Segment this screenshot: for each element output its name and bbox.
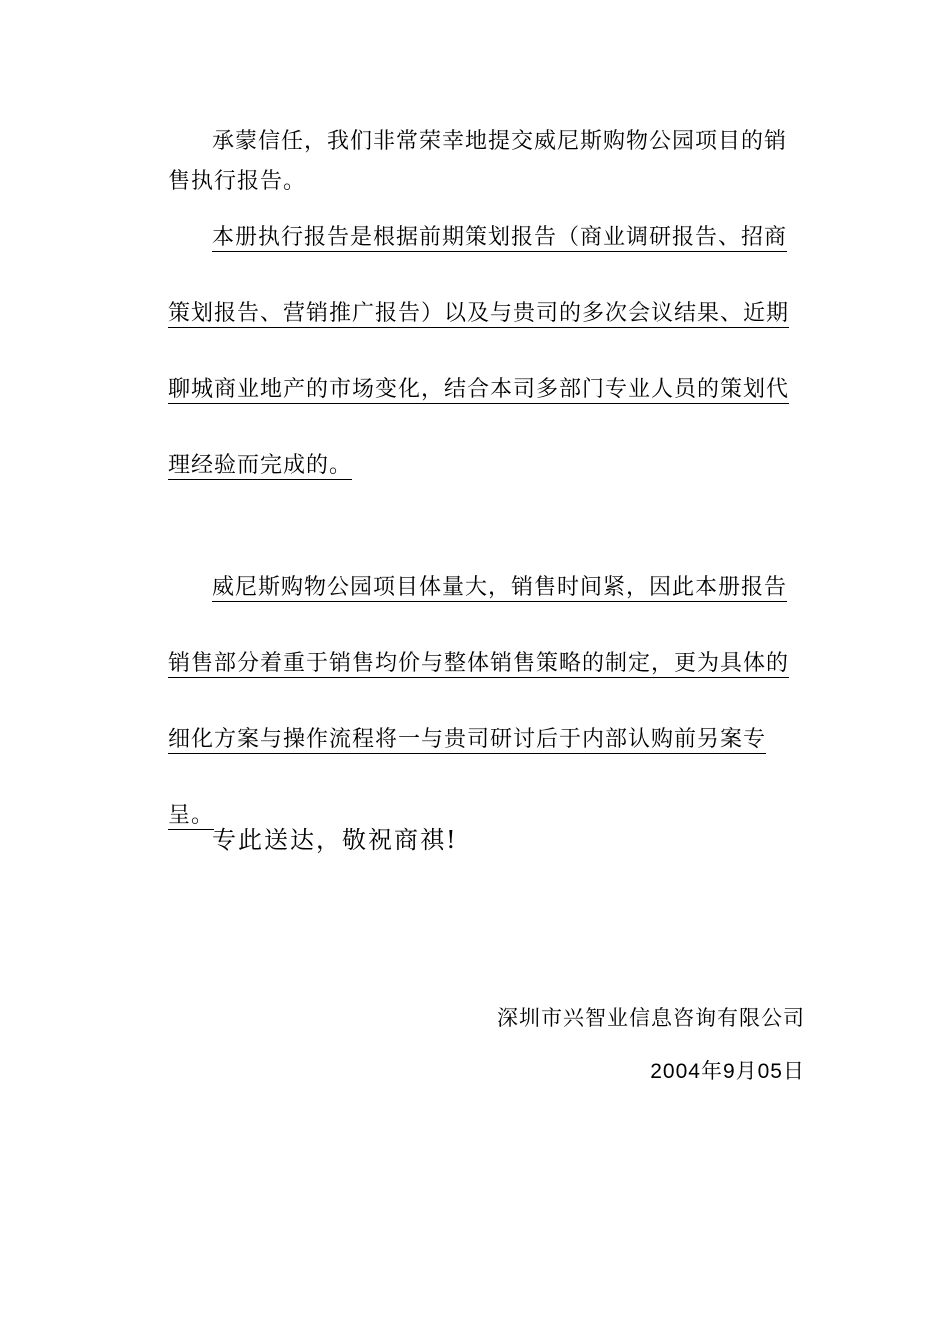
company-name: 深圳市兴智业信息咨询有限公司: [497, 1006, 805, 1030]
report-focus-paragraph: 威尼斯购物公园项目体量大，销售时间紧，因此本册报告销售部分着重于销售均价与整体销售策略的制定，更为具体的细化方案与操作流程将一与贵司研讨后于内部认购前另案专呈。: [168, 575, 790, 828]
signature-block: [497, 1000, 805, 1090]
closing-salutation: 专此送达，敬祝商祺!: [212, 826, 458, 854]
intro-paragraph: 承蒙信任，我们非常荣幸地提交威尼斯购物公园项目的销售执行报告。: [168, 129, 788, 194]
signature-date: 2004年9月05日: [650, 1060, 805, 1083]
report-basis-paragraph: 本册执行报告是根据前期策划报告（商业调研报告、招商策划报告、营销推广报告）以及与贵司的多次会议结果、近期聊城商业地产的市场变化，结合本司多部门专业人员的策划代理经验而完成的。: [168, 225, 790, 478]
